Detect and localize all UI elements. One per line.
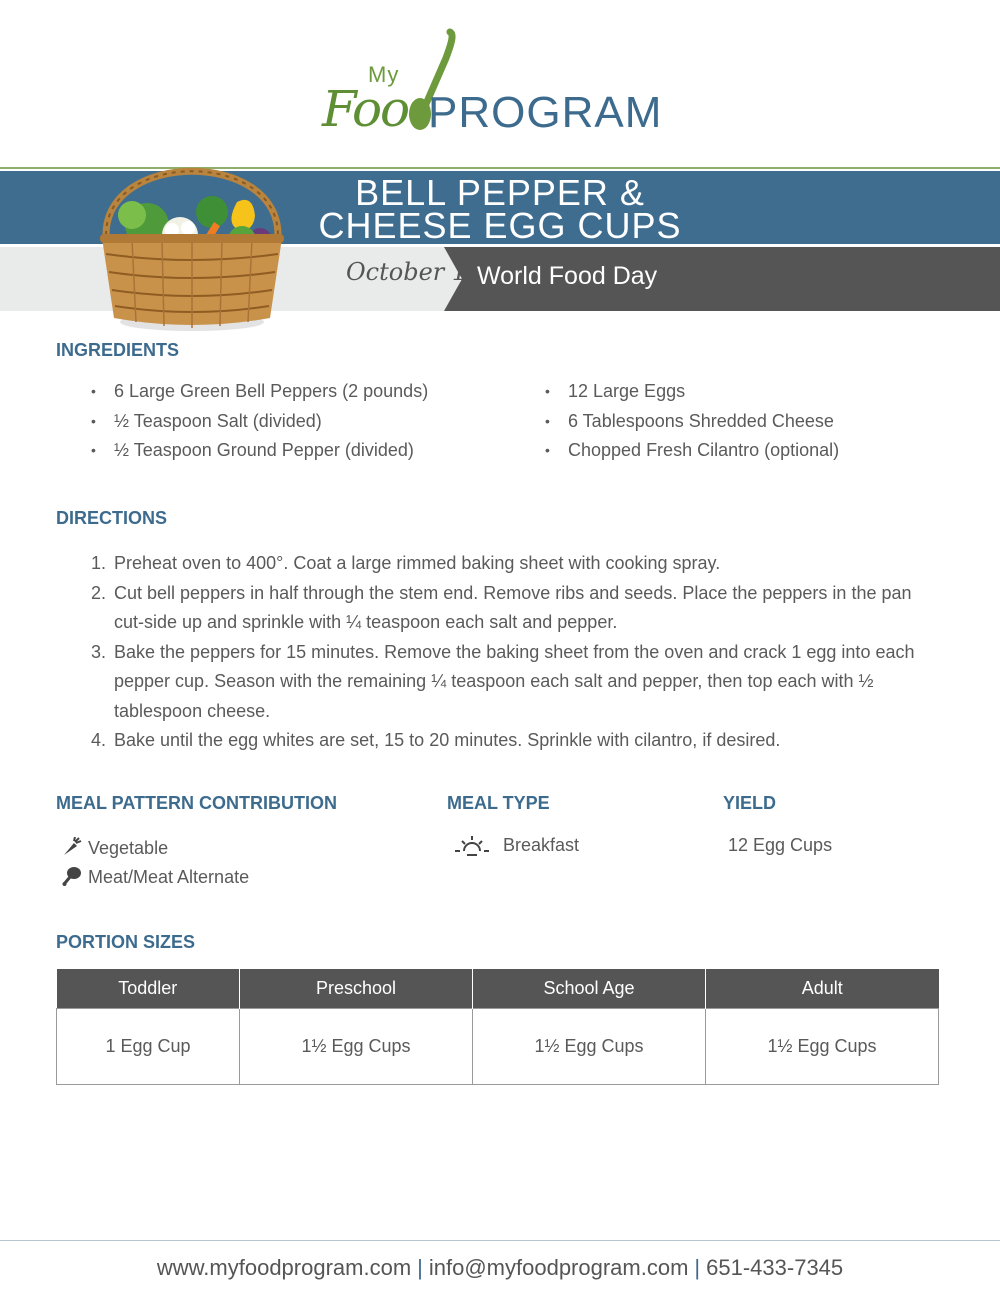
table-cell: 1½ Egg Cups <box>240 1009 473 1085</box>
meal-type-heading: MEAL TYPE <box>447 793 550 813</box>
step-text: Preheat oven to 400°. Coat a large rimmed baking sheet with cooking spray. <box>114 553 721 573</box>
sunrise-icon <box>455 834 489 856</box>
step-text: Cut bell peppers in half through the stem end. Remove ribs and seeds. Place the peppers in the pan cut-side up and sprinkle with ¼ teaspoon each salt and pepper. <box>114 582 912 632</box>
meal-pattern-vegetable <box>62 837 168 859</box>
step-number: 1. <box>91 553 107 573</box>
meal-pattern-heading: MEAL PATTERN CONTRIBUTION <box>56 793 337 813</box>
portion-sizes-table <box>56 969 939 1085</box>
event-occasion: World Food Day <box>477 262 658 290</box>
ingredients-heading: INGREDIENTS <box>56 340 180 360</box>
yield-value: 12 Egg Cups <box>728 835 833 855</box>
logo-my: My <box>368 62 400 87</box>
list-item: • ½ Teaspoon Ground Pepper (divided) <box>91 440 428 470</box>
footer-email-link[interactable]: info@myfoodprogram.com <box>428 1255 689 1280</box>
column-header: Preschool <box>240 969 473 1009</box>
brand-logo <box>322 28 682 138</box>
footer-divider <box>0 1240 1000 1241</box>
drumstick-icon <box>62 866 82 886</box>
logo-program: PROGRAM <box>428 88 663 137</box>
directions-list <box>88 549 938 756</box>
table-cell: 1½ Egg Cups <box>473 1009 706 1085</box>
direction-step <box>88 549 938 579</box>
table-cell: 1½ Egg Cups <box>705 1009 938 1085</box>
recipe-title-line1: BELL PEPPER & <box>355 172 645 213</box>
footer-separator: | <box>417 1255 423 1280</box>
directions-heading: DIRECTIONS <box>56 508 168 528</box>
yield-heading: YIELD <box>723 793 777 813</box>
recipe-title-line2: CHEESE EGG CUPS <box>318 205 682 246</box>
logo-food: Foo <box>322 80 409 138</box>
meal-pattern-label: Vegetable <box>88 838 169 858</box>
footer-separator: | <box>694 1255 701 1280</box>
event-date: October 16 <box>346 258 483 286</box>
ingredients-list-right <box>545 381 839 470</box>
step-number: 2. <box>91 582 107 603</box>
direction-step <box>88 579 938 638</box>
meal-type-value: Breakfast <box>503 835 580 855</box>
carrot-icon <box>62 837 82 857</box>
step-text: Bake until the egg whites are set, 15 to 20 minutes. Sprinkle with cilantro, if desired. <box>114 730 781 750</box>
list-item: • 6 Tablespoons Shredded Cheese <box>545 411 839 441</box>
step-number: 4. <box>91 730 107 750</box>
list-item: • 12 Large Eggs <box>545 381 839 411</box>
column-header: Adult <box>705 969 938 1009</box>
column-header: Toddler <box>57 969 240 1009</box>
footer-website-link[interactable]: www.myfoodprogram.com <box>156 1255 412 1280</box>
column-header: School Age <box>473 969 706 1009</box>
ingredients-list-left <box>91 381 428 470</box>
meal-pattern-label: Meat/Meat Alternate <box>88 867 250 887</box>
footer-contact <box>0 1255 1000 1281</box>
list-item: • Chopped Fresh Cilantro (optional) <box>545 440 839 470</box>
step-number: 3. <box>91 641 107 662</box>
step-text: Bake the peppers for 15 minutes. Remove the baking sheet from the oven and crack 1 egg into each pepper cup. Season with the remaining ¼ teaspoon each salt and pepper, then top each with ½ tablespoon cheese. <box>114 641 915 721</box>
footer-phone: 651-433-7345 <box>706 1255 844 1280</box>
direction-step <box>88 638 938 727</box>
vegetable-basket-icon <box>92 140 292 335</box>
table-row <box>57 1009 939 1085</box>
list-item: • 6 Large Green Bell Peppers (2 pounds) <box>91 381 428 411</box>
meal-pattern-meat <box>62 866 249 888</box>
direction-step <box>88 726 938 756</box>
portion-sizes-heading: PORTION SIZES <box>56 932 196 952</box>
list-item: • ½ Teaspoon Salt (divided) <box>91 411 428 441</box>
table-header-row <box>57 969 939 1009</box>
table-cell: 1 Egg Cup <box>57 1009 240 1085</box>
